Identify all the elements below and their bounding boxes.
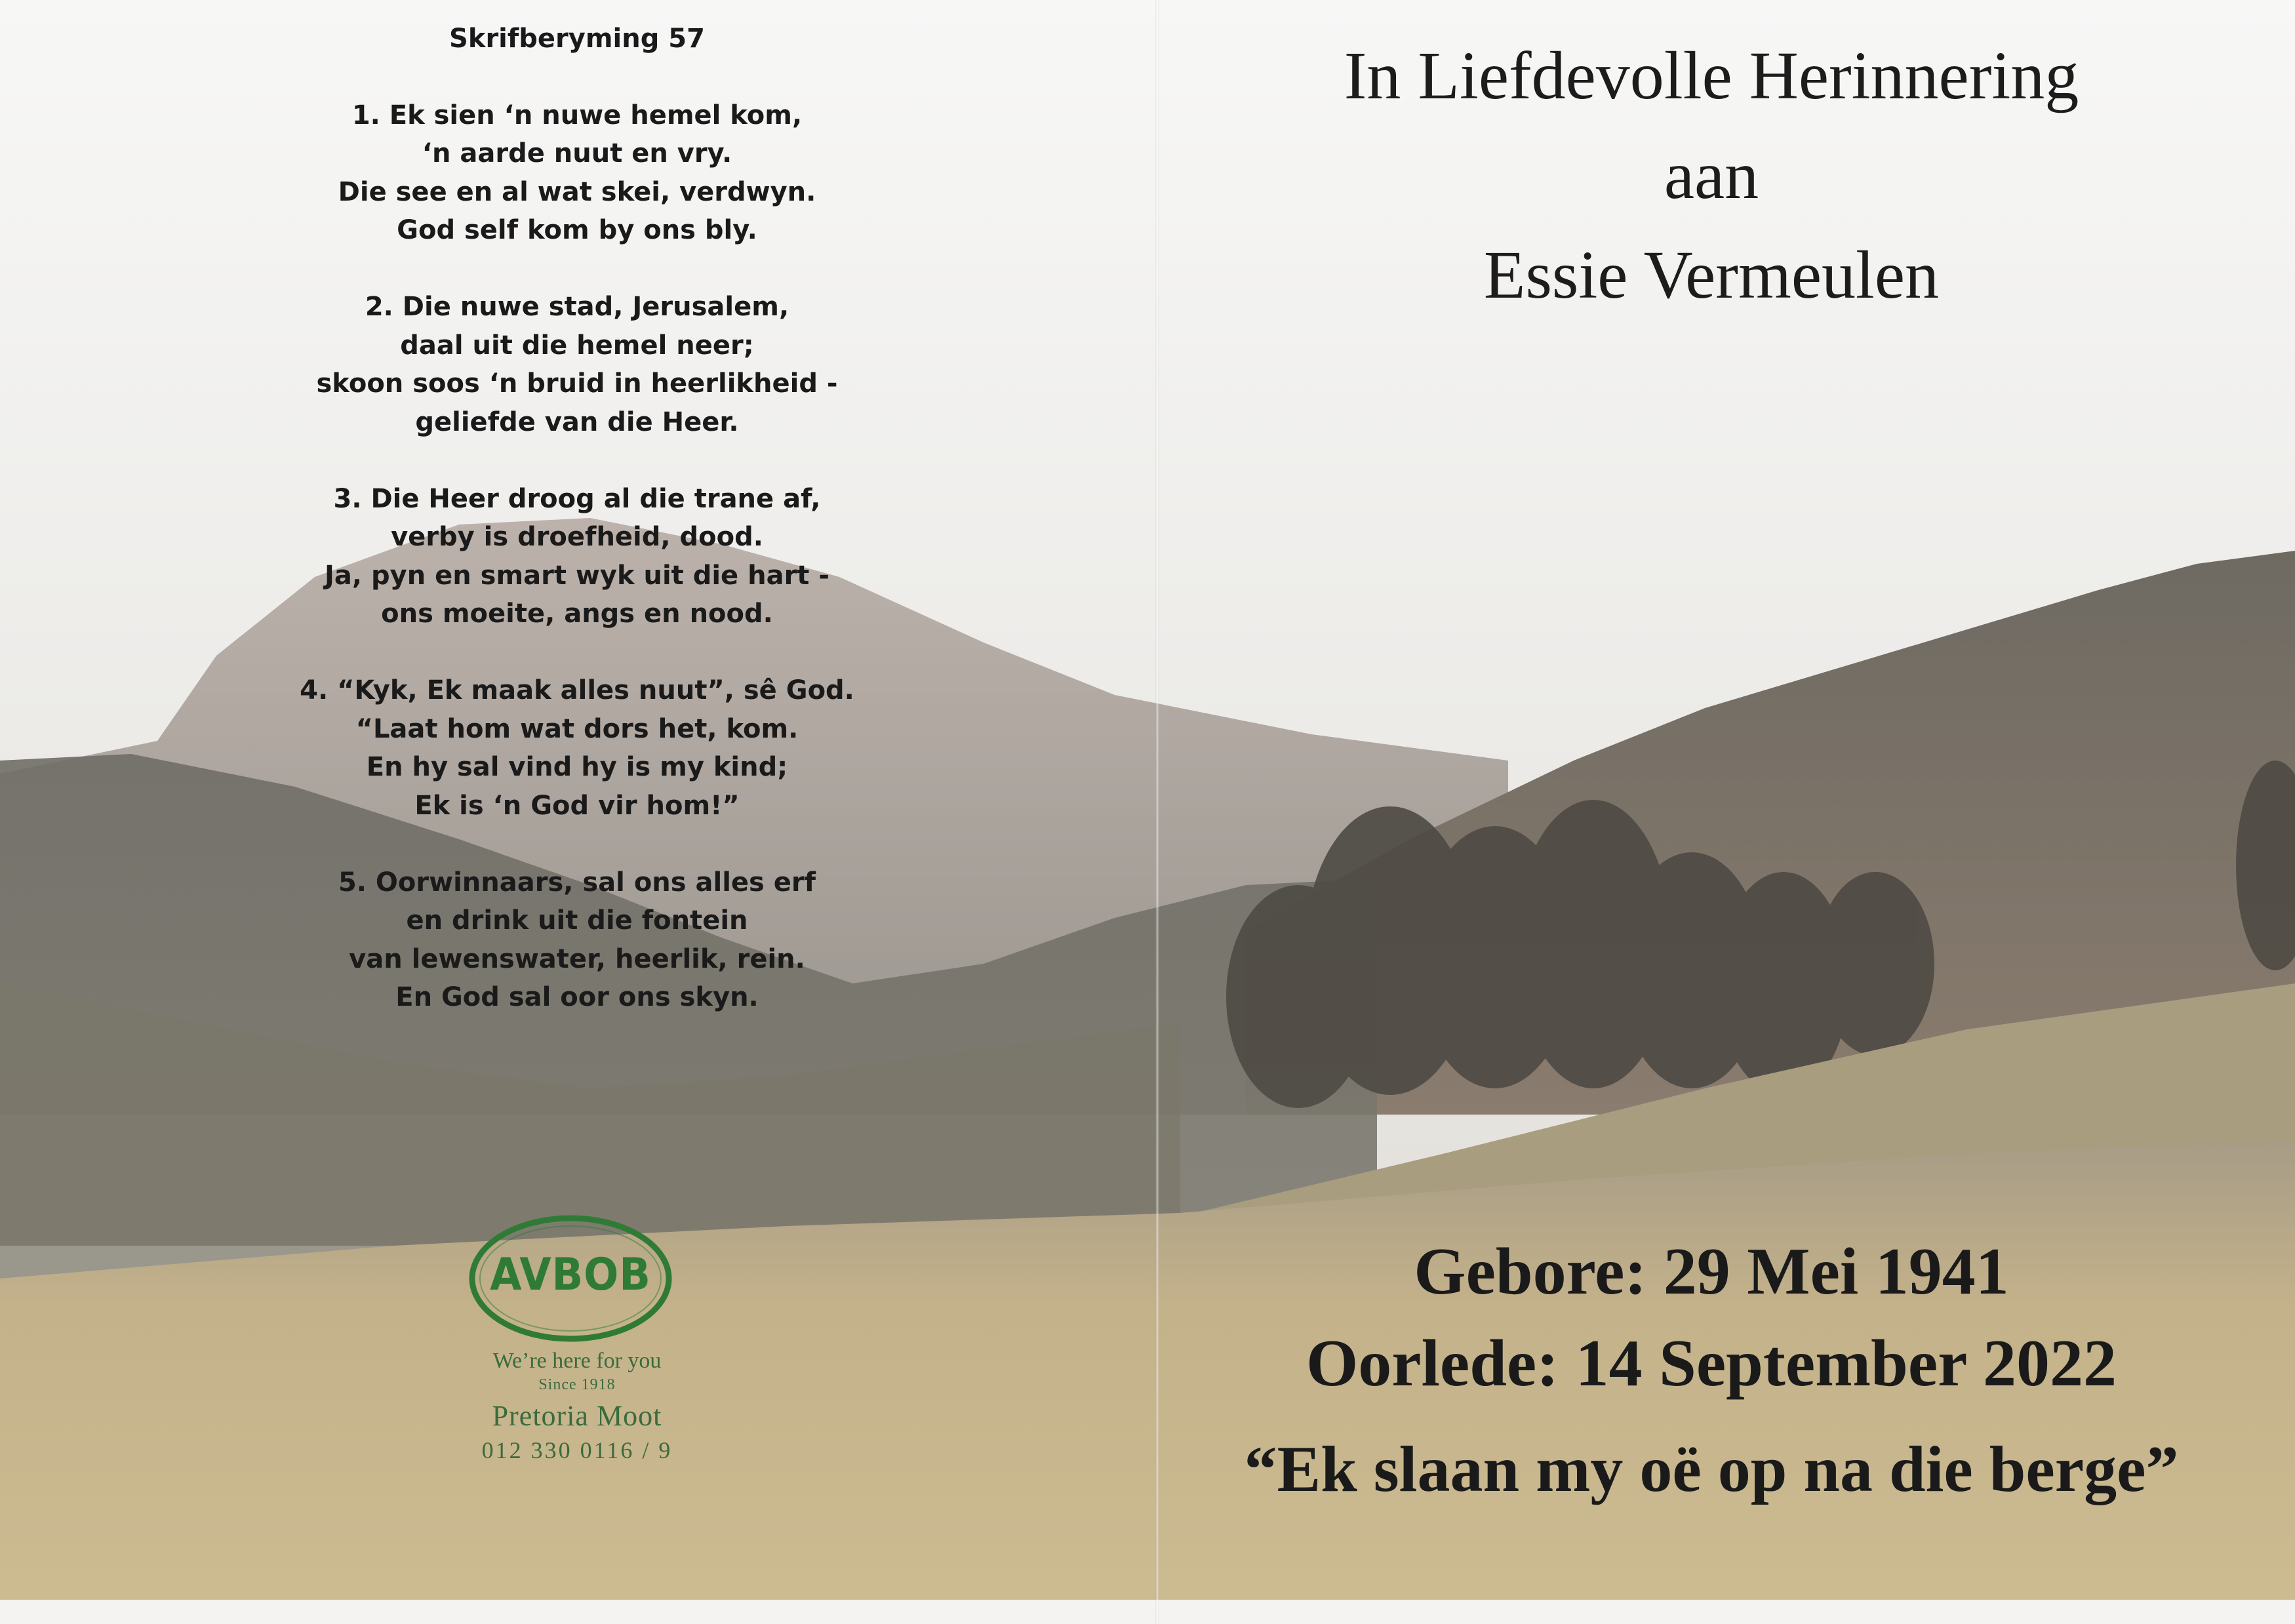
verse-line: Ja, pyn en smart wyk uit die hart - <box>325 560 829 591</box>
verse-line: Die see en al wat skei, verdwyn. <box>338 176 816 207</box>
logo-wordmark: AVBOB <box>490 1249 651 1301</box>
cover-title <box>1180 26 2243 325</box>
logo-since: Since 1918 <box>538 1376 616 1393</box>
birth-date: Gebore: 29 Mei 1941 <box>1414 1235 2009 1309</box>
hymn-title: Skrifberyming 57 <box>449 24 705 54</box>
life-dates <box>1180 1226 2243 1410</box>
verse-line: van lewenswater, heerlik, rein. <box>349 943 805 974</box>
verse-line: Ek is ‘n God vir hom!” <box>414 790 740 821</box>
phone-number: 012 330 0116 / 9 <box>481 1437 673 1463</box>
verse-line: en drink uit die fontein <box>406 905 748 936</box>
hymn-text <box>249 20 905 1055</box>
hymn-verse-2 <box>249 288 905 441</box>
fold-line <box>1155 0 1159 1624</box>
branch-name: Pretoria Moot <box>492 1400 662 1432</box>
logo-tagline: We’re here for you <box>492 1349 662 1373</box>
verse-line: daal uit die hemel neer; <box>400 330 754 361</box>
verse-line: skoon soos ‘n bruid in heerlikheid - <box>316 368 838 399</box>
scripture-quote: “Ek slaan my oë op na die berge” <box>1244 1433 2179 1505</box>
hymn-verse-4 <box>249 671 905 825</box>
funeral-home-logo <box>446 1210 708 1464</box>
verse-line: verby is droefheid, dood. <box>391 522 763 552</box>
hymn-verse-3 <box>249 480 905 633</box>
verse-line: 1. Ek sien ‘n nuwe hemel kom, <box>351 100 803 130</box>
hymn-verse-1 <box>249 96 905 250</box>
verse-line: En God sal oor ons skyn. <box>395 982 759 1012</box>
title-line: In Liefdevolle Herinnering <box>1344 38 2079 113</box>
verse-line: ons moeite, angs en nood. <box>381 599 773 629</box>
verse-line: 2. Die nuwe stad, Jerusalem, <box>365 292 789 322</box>
title-line: aan <box>1664 138 1759 213</box>
verse-line: 3. Die Heer droog al die trane af, <box>333 483 821 514</box>
logo-oval-emblem <box>466 1210 675 1347</box>
verse-line: ‘n aarde nuut en vry. <box>422 138 732 168</box>
verse-line: 4. “Kyk, Ek maak alles nuut”, sê God. <box>300 675 854 705</box>
verse-line: geliefde van die Heer. <box>415 406 739 437</box>
hymn-verse-5 <box>249 863 905 1017</box>
deceased-name: Essie Vermeulen <box>1483 237 1940 313</box>
verse-line: En hy sal vind hy is my kind; <box>366 752 788 782</box>
verse-line: “Laat hom wat dors het, kom. <box>355 713 799 744</box>
verse-line: 5. Oorwinnaars, sal ons alles erf <box>338 867 816 898</box>
death-date: Oorlede: 14 September 2022 <box>1306 1326 2117 1400</box>
verse-line: God self kom by ons bly. <box>397 215 757 245</box>
